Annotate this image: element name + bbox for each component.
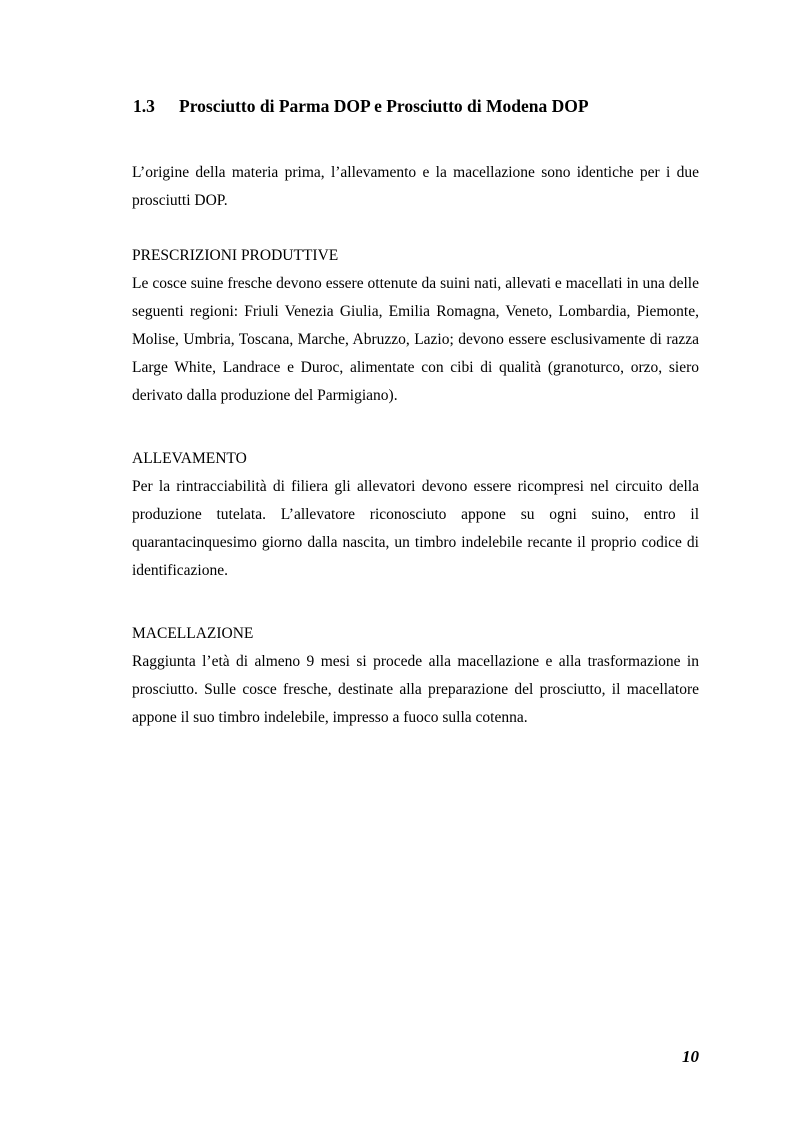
page-number: 10 bbox=[682, 1047, 699, 1066]
intro-paragraph: L’origine della materia prima, l’allevamento e la macellazione sono identiche per i due prosciutti DOP. bbox=[132, 164, 699, 209]
section-label-allevamento: ALLEVAMENTO bbox=[132, 450, 247, 467]
section-number: 1.3 bbox=[133, 96, 155, 116]
paragraph-macellazione: Raggiunta l’età di almeno 9 mesi si procede alla macellazione e alla trasformazione in prosciutto. Sulle cosce fresche, destinate alla preparazione del prosciutto, il macellatore appone il suo timbro indelebile, impresso a fuoco sulla cotenna. bbox=[132, 653, 699, 726]
section-heading bbox=[133, 94, 713, 118]
section-label-macellazione: MACELLAZIONE bbox=[132, 625, 254, 642]
section-title: Prosciutto di Parma DOP e Prosciutto di Modena DOP bbox=[179, 96, 589, 116]
section-label-prescrizioni: PRESCRIZIONI PRODUTTIVE bbox=[132, 247, 339, 264]
paragraph-allevamento: Per la rintracciabilità di filiera gli allevatori devono essere ricompresi nel circuito della produzione tutelata. L’allevatore riconosciuto appone su ogni suino, entro il quarantacinquesimo giorno dalla nascita, un timbro indelebile recante il proprio codice di identificazione. bbox=[132, 478, 699, 579]
paragraph-prescrizioni: Le cosce suine fresche devono essere ottenute da suini nati, allevati e macellati in una delle seguenti regioni: Friuli Venezia Giulia, Emilia Romagna, Veneto, Lombardia, Piemonte, Molise, Umbria, Toscana, Marche, Abruzzo, Lazio; devono essere esclusivamente di razza Large White, Landrace e Duroc, alimentate con cibi di qualità (granoturco, orzo, siero derivato dalla produzione del Parmigiano). bbox=[132, 275, 699, 404]
